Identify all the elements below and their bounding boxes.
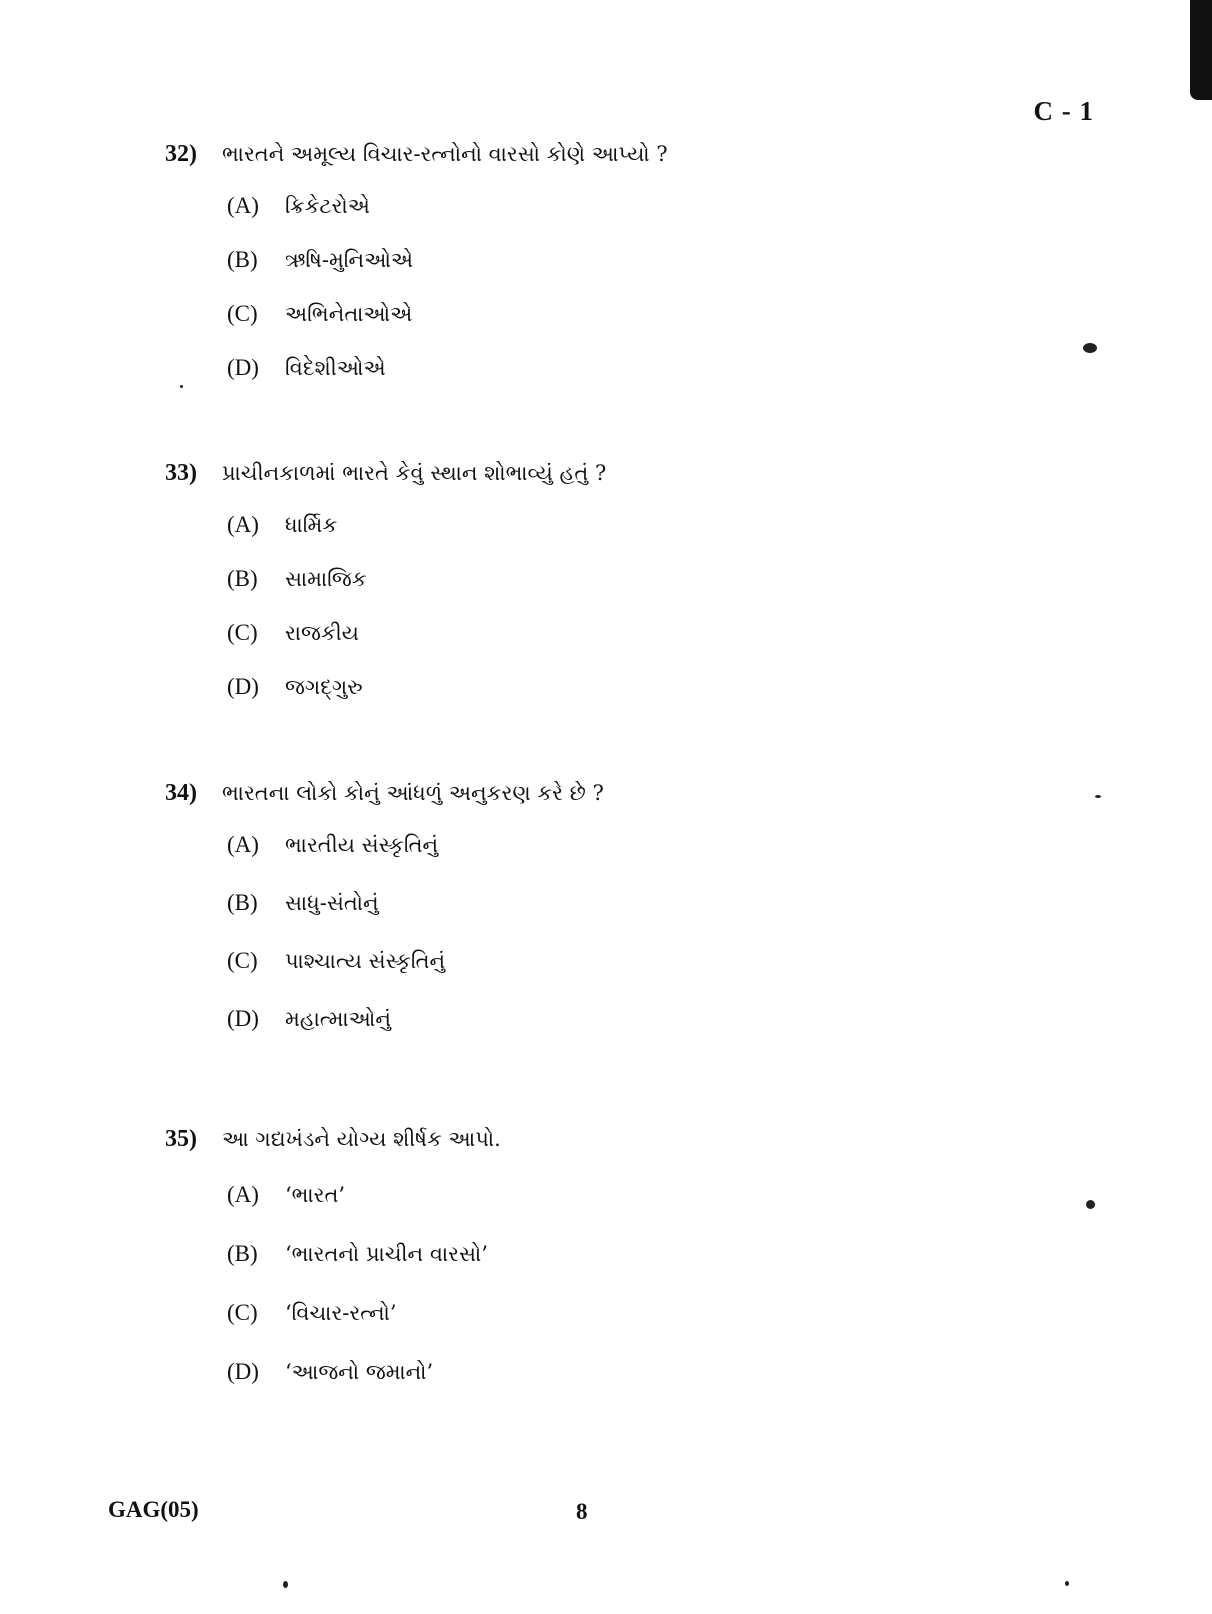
question-33 [165, 460, 606, 728]
scan-speck [180, 385, 183, 388]
question-text: ભારતને અમૂલ્ય વિચાર-રત્નોનો વારસો કોણે આપ્યો ? [222, 142, 668, 166]
option-b [227, 247, 668, 301]
option-label: (C) [227, 1300, 258, 1325]
scan-speck [283, 1581, 288, 1588]
option-a [227, 832, 604, 890]
option-text: જગદ્ગુરુ [285, 675, 363, 699]
option-label: (A) [227, 1182, 259, 1207]
question-text: આ ગદ્યખંડને યોગ્ય શીર્ષક આપો. [222, 1127, 501, 1151]
option-c [227, 620, 606, 674]
option-label: (D) [227, 1006, 259, 1031]
option-text: રાજકીય [285, 621, 359, 645]
option-d [227, 674, 606, 728]
option-text: ભારતીય સંસ્કૃતિનું [285, 833, 439, 857]
page-number: 8 [576, 1499, 588, 1524]
option-text: પાશ્ચાત્ય સંસ્કૃતિનું [285, 949, 446, 973]
option-label: (C) [227, 948, 258, 973]
option-text: વિદેશીઓએ [285, 356, 386, 380]
question-34 [165, 780, 604, 1064]
option-d [227, 355, 668, 409]
question-35 [165, 1126, 501, 1418]
question-text: ભારતના લોકો કોનું આંધળું અનુકરણ કરે છે ? [222, 781, 604, 805]
option-b [227, 890, 604, 948]
option-label: (B) [227, 566, 258, 591]
option-label: (D) [227, 674, 259, 699]
option-text: ધાર્મિક [285, 513, 338, 537]
option-label: (A) [227, 832, 259, 857]
question-number: 33) [165, 460, 197, 486]
options-list [227, 1182, 501, 1418]
options-list [227, 512, 606, 728]
paper-code: GAG(05) [108, 1497, 199, 1522]
option-c [227, 1300, 501, 1359]
option-label: (D) [227, 1359, 259, 1384]
option-d [227, 1359, 501, 1418]
option-text: સામાજિક [285, 567, 367, 591]
scan-speck [1086, 1200, 1095, 1209]
option-text: ક્રિકેટરોએ [285, 194, 370, 218]
scan-speck [1095, 795, 1101, 798]
option-label: (B) [227, 890, 258, 915]
option-b [227, 1241, 501, 1300]
option-text: ‘વિચાર-રત્નો’ [285, 1301, 397, 1325]
option-d [227, 1006, 604, 1064]
option-text: સાધુ-સંતોનું [285, 891, 379, 915]
option-b [227, 566, 606, 620]
option-label: (A) [227, 193, 259, 218]
question-number: 34) [165, 780, 197, 806]
scan-speck [1083, 343, 1097, 353]
option-text: અભિનેતાઓએ [285, 302, 413, 326]
option-label: (C) [227, 301, 258, 326]
option-label: (D) [227, 355, 259, 380]
option-c [227, 948, 604, 1006]
option-text: ‘ભારત’ [285, 1183, 346, 1207]
options-list [227, 832, 604, 1064]
option-label: (B) [227, 1241, 258, 1266]
option-a [227, 193, 668, 247]
option-a [227, 512, 606, 566]
option-a [227, 1182, 501, 1241]
option-text: ઋષિ-મુનિઓએ [285, 248, 414, 272]
set-code: C - 1 [1033, 96, 1094, 126]
options-list [227, 193, 668, 409]
question-text: પ્રાચીનકાળમાં ભારતે કેવું સ્થાન શોભાવ્યું હતું ? [222, 461, 607, 485]
question-number: 35) [165, 1126, 197, 1152]
option-label: (B) [227, 247, 258, 272]
option-c [227, 301, 668, 355]
scan-edge-mark [1190, 0, 1212, 100]
option-text: મહાત્માઓનું [285, 1007, 392, 1031]
option-label: (C) [227, 620, 258, 645]
option-text: ‘ભારતનો પ્રાચીન વારસો’ [285, 1242, 488, 1266]
question-32 [165, 141, 668, 409]
option-label: (A) [227, 512, 259, 537]
scan-speck [1065, 1581, 1069, 1586]
option-text: ‘આજનો જમાનો’ [285, 1360, 434, 1384]
question-number: 32) [165, 141, 197, 167]
